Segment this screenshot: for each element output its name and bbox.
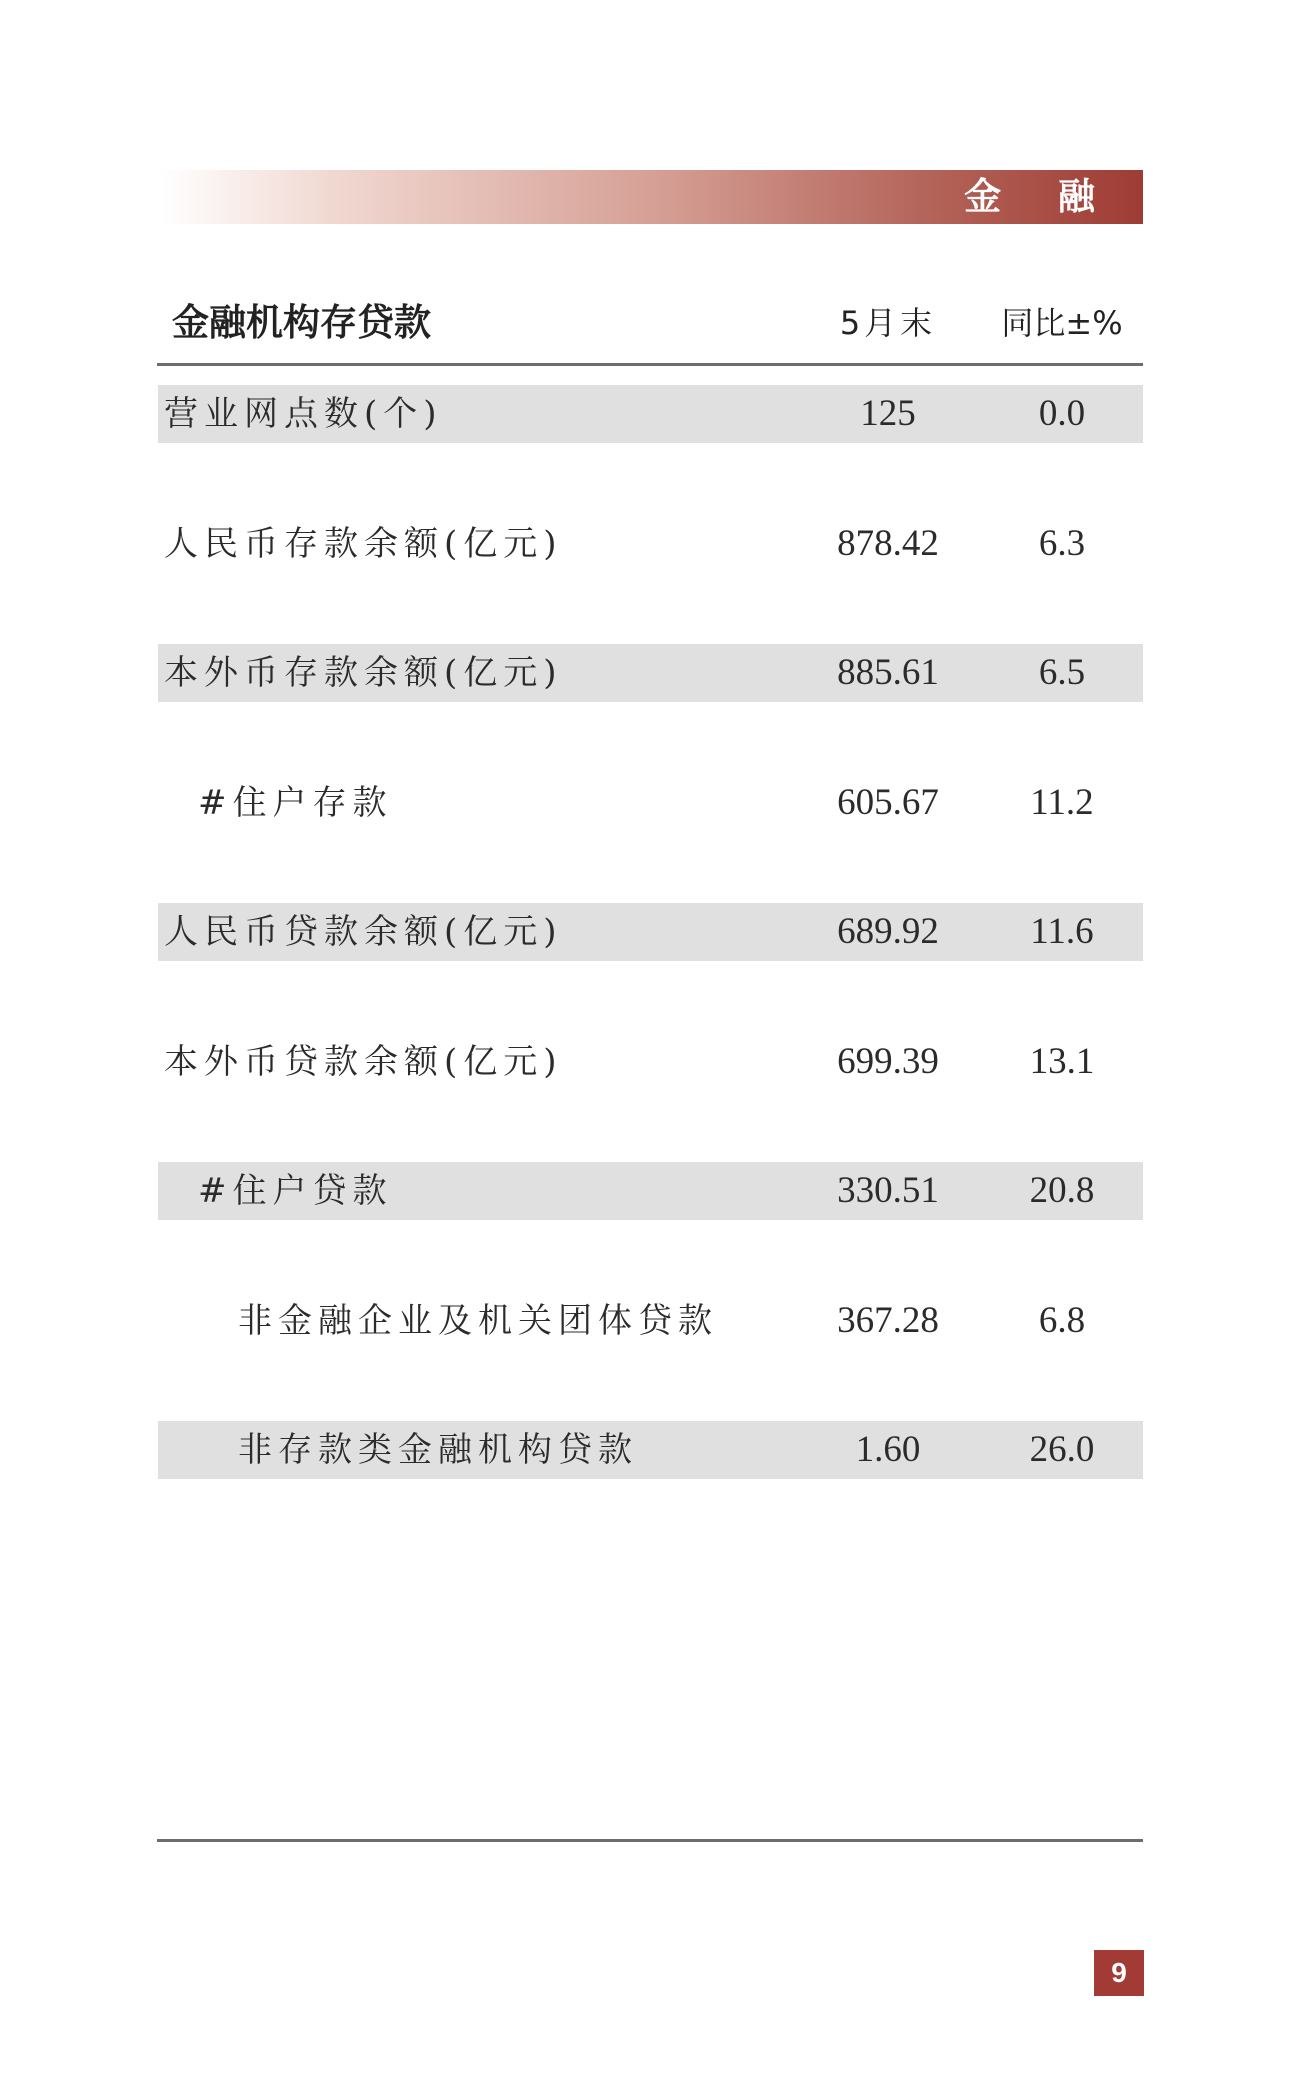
row-value-yoy: 26.0	[1029, 1429, 1095, 1470]
table-top-rule	[157, 363, 1143, 366]
row-value-period: 1.60	[855, 1429, 921, 1470]
table-row	[158, 903, 1143, 961]
table-bottom-rule	[157, 1839, 1143, 1842]
row-label: 人民币存款余额(亿元)	[164, 524, 563, 564]
row-label: 营业网点数(个)	[164, 394, 443, 434]
row-value-period: 689.92	[837, 911, 939, 952]
row-value-yoy: 6.3	[1038, 523, 1086, 564]
table-row	[158, 644, 1143, 702]
table-title: 金融机构存贷款	[172, 301, 431, 344]
table-row	[158, 1033, 1143, 1091]
column-header-yoy: 同比±%	[1001, 304, 1123, 342]
section-label: 金 融	[964, 175, 1117, 218]
row-value-period: 125	[860, 393, 916, 434]
row-value-yoy: 11.2	[1030, 782, 1094, 823]
row-value-period: 878.42	[837, 523, 939, 564]
row-value-period: 605.67	[837, 782, 939, 823]
row-label: 本外币贷款余额(亿元)	[164, 1042, 563, 1082]
section-banner	[160, 170, 1143, 224]
row-value-yoy: 6.8	[1038, 1300, 1086, 1341]
table-row	[158, 774, 1143, 832]
table-row	[158, 1421, 1143, 1479]
row-value-yoy: 11.6	[1030, 911, 1094, 952]
row-value-yoy: 13.1	[1029, 1041, 1095, 1082]
row-value-period: 330.51	[837, 1170, 939, 1211]
row-value-yoy: 6.5	[1038, 652, 1086, 693]
table-row	[158, 515, 1143, 573]
row-value-yoy: 20.8	[1029, 1170, 1095, 1211]
row-value-yoy: 0.0	[1038, 393, 1086, 434]
table-row	[158, 1292, 1143, 1350]
row-label: 本外币存款余额(亿元)	[164, 653, 563, 693]
row-label: 人民币贷款余额(亿元)	[164, 912, 563, 952]
row-value-period: 699.39	[837, 1041, 939, 1082]
page-number: 9	[1094, 1950, 1144, 1996]
row-label: #住户存款	[198, 783, 393, 823]
row-label: 非金融企业及机关团体贷款	[238, 1301, 718, 1341]
row-value-period: 885.61	[837, 652, 939, 693]
table-row	[158, 1162, 1143, 1220]
table-row	[158, 385, 1143, 443]
row-label: 非存款类金融机构贷款	[238, 1430, 638, 1470]
row-value-period: 367.28	[837, 1300, 939, 1341]
column-header-period: 5月末	[839, 304, 937, 342]
row-label: #住户贷款	[198, 1171, 393, 1211]
